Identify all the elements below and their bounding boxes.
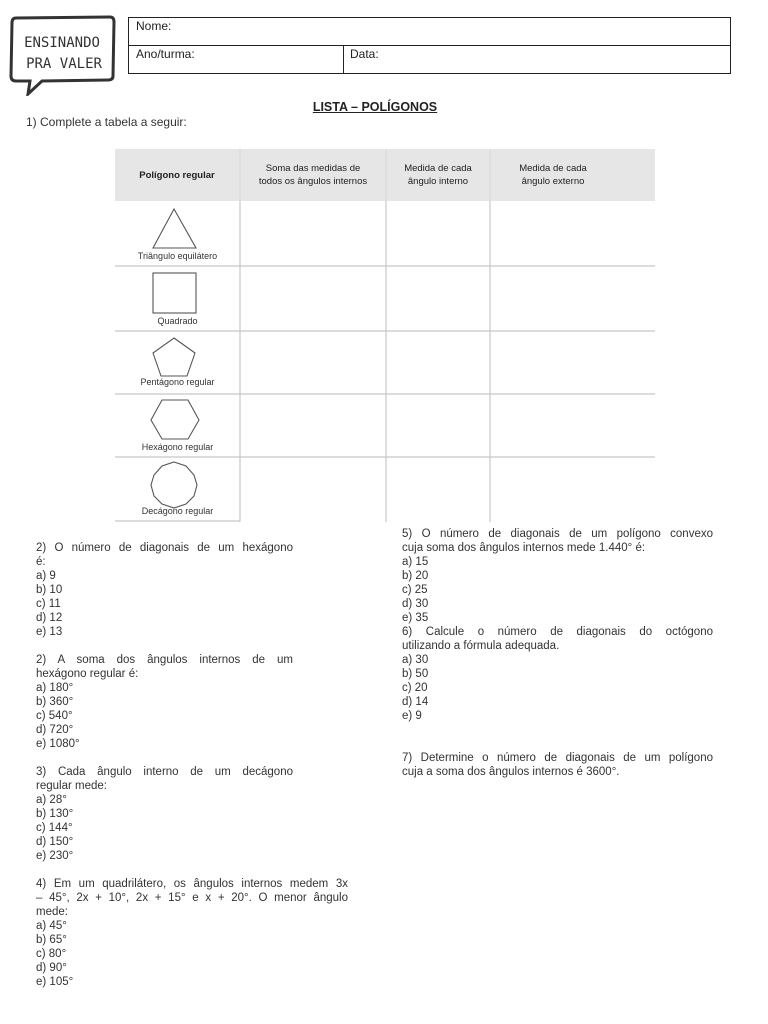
- table-grid: [115, 149, 655, 522]
- option: e) 1080°: [36, 738, 80, 750]
- option: b) 360°: [36, 696, 74, 708]
- option: c) 11: [36, 598, 61, 610]
- option: c) 144°: [36, 822, 73, 834]
- option: c) 540°: [36, 710, 73, 722]
- option: b) 20: [402, 570, 429, 582]
- option: a) 28°: [36, 794, 67, 806]
- question: 7) Determine o número de diagonais de um polígono cuja a soma dos ângulos internos é 3600°.: [402, 752, 713, 778]
- question: 2) A soma dos ângulos internos de um hexágono regular é: a) 180° b) 360° c) 540° d) 720° e) 1080°: [36, 654, 293, 750]
- option: b) 50: [402, 668, 429, 680]
- square-icon: [153, 273, 196, 313]
- triangle-icon: [153, 209, 196, 248]
- pentagon-icon: [153, 338, 195, 376]
- header-external-angle: Medida de cada ângulo externo: [519, 163, 587, 187]
- option: b) 10: [36, 584, 63, 596]
- header-sum-angles: Soma das medidas de todos os ângulos internos: [258, 163, 368, 187]
- shape-label: Quadrado: [157, 316, 198, 326]
- logo-line1: ENSINANDO: [24, 35, 100, 51]
- class-field-label: Ano/turma:: [136, 47, 195, 61]
- question: 3) Cada ângulo interno de um decágono regular mede: a) 28° b) 130° c) 144° d) 150° e) 230°: [36, 766, 293, 862]
- student-info-box: [128, 17, 731, 74]
- header-polygon: Polígono regular: [139, 169, 215, 181]
- polygon-table: [115, 149, 655, 522]
- logo: [6, 14, 118, 96]
- date-field-label: Data:: [350, 47, 379, 61]
- question: 2) O número de diagonais de um hexágono é: a) 9 b) 10 c) 11 d) 12 e) 13: [36, 542, 293, 638]
- hexagon-icon: [151, 400, 199, 439]
- option: b) 65°: [36, 934, 67, 946]
- shape-label: Pentágono regular: [140, 377, 215, 387]
- option: c) 20: [402, 682, 428, 694]
- option: a) 15: [402, 556, 429, 568]
- option: d) 14: [402, 696, 429, 708]
- option: c) 80°: [36, 948, 67, 960]
- right-questions: [402, 527, 713, 779]
- name-field-label: Nome:: [136, 19, 172, 33]
- option: e) 13: [36, 626, 63, 638]
- option: e) 9: [402, 710, 422, 722]
- option: a) 45°: [36, 920, 67, 932]
- left-questions: [36, 541, 348, 989]
- page-title: LISTA – POLÍGONOS: [312, 100, 438, 114]
- option: d) 720°: [36, 724, 74, 736]
- option: d) 12: [36, 612, 63, 624]
- question: 6) Calcule o número de diagonais do octógono utilizando a fórmula adequada. a) 30 b) 50 c) 20 d) 14 e) 9: [402, 626, 713, 722]
- option: a) 9: [36, 570, 56, 582]
- option: e) 230°: [36, 850, 74, 862]
- decagon-icon: [151, 462, 197, 508]
- option: b) 130°: [36, 808, 74, 820]
- option: a) 180°: [36, 682, 74, 694]
- question: 4) Em um quadrilátero, os ângulos internos medem 3x – 45°, 2x + 10°, 2x + 15° e x + 20°. O menor ângulo mede: a) 45° b) 65° c) 80° d) 90° e) 105°: [36, 878, 348, 988]
- option: e) 105°: [36, 976, 74, 988]
- question: 5) O número de diagonais de um polígono convexo cuja soma dos ângulos internos mede 1.440° é: a) 15 b) 20 c) 25 d) 30 e) 35: [402, 528, 713, 624]
- option: e) 35: [402, 612, 429, 624]
- logo-line2: PRA VALER: [26, 56, 102, 72]
- shape-label: Triângulo equilátero: [137, 251, 218, 261]
- option: d) 90°: [36, 962, 67, 974]
- option: d) 150°: [36, 836, 74, 848]
- header-internal-angle: Medida de cada ângulo interno: [404, 163, 472, 187]
- shape-label: Hexágono regular: [141, 442, 214, 452]
- shape-label: Decágono regular: [141, 506, 214, 516]
- option: d) 30: [402, 598, 429, 610]
- option: c) 25: [402, 584, 428, 596]
- option: a) 30: [402, 654, 429, 666]
- question-1: 1) Complete a tabela a seguir:: [26, 115, 187, 129]
